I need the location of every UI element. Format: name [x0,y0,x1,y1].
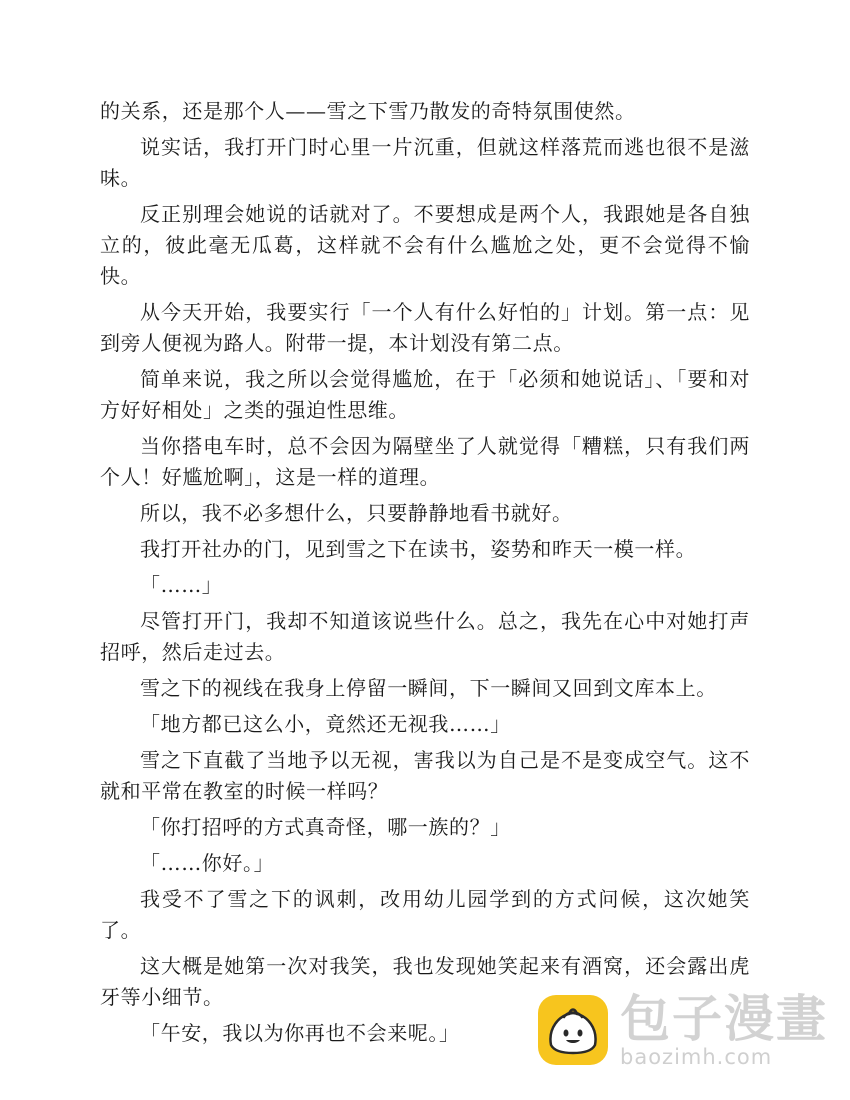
paragraph: 我打开社办的门，见到雪之下在读书，姿势和昨天一模一样。 [140,537,697,561]
paragraph: 我受不了雪之下的讽刺，改用幼儿园学到的方式问候，这次她笑了。 [100,887,750,942]
paragraph: 「地方都已这么小，竟然还无视我……」 [140,712,511,736]
paragraph: 雪之下的视线在我身上停留一瞬间，下一瞬间又回到文库本上。 [140,676,717,700]
paragraph: 简单来说，我之所以会觉得尴尬，在于「必须和她说话」、「要和对方好好相处」之类的强迫性思维。 [100,367,750,422]
watermark-title: 包子漫畫 [620,990,828,1048]
watermark[interactable] [536,990,828,1071]
paragraph: 从今天开始，我要实行「一个人有什么好怕的」计划。第一点：见到旁人便视为路人。附带一提，本计划没有第二点。 [100,300,750,355]
paragraph: 雪之下直截了当地予以无视，害我以为自己是不是变成空气。这不就和平常在教室的时候一样吗？ [100,748,750,803]
paragraph: 「你打招呼的方式真奇怪，哪一族的？」 [140,815,511,839]
paragraph: 说实话，我打开门时心里一片沉重，但就这样落荒而逃也很不是滋味。 [100,135,750,190]
paragraph: 「午安，我以为你再也不会来呢。」 [140,1021,460,1045]
paragraph: 「……你好。」 [140,851,275,875]
paragraph: 当你搭电车时，总不会因为隔壁坐了人就觉得「糟糕，只有我们两个人！好尴尬啊」，这是一样的道理。 [100,434,750,489]
paragraph: 反正别理会她说的话就对了。不要想成是两个人，我跟她是各自独立的，彼此毫无瓜葛，这样就不会有什么尴尬之处，更不会觉得不愉快。 [100,202,750,288]
paragraph: 的关系，还是那个人——雪之下雪乃散发的奇特氛围使然。 [100,99,636,123]
watermark-url[interactable]: baozimh.com [620,1045,773,1069]
paragraph: 这大概是她第一次对我笑，我也发现她笑起来有酒窝，还会露出虎牙等小细节。 [100,954,750,1009]
page-body [100,96,750,1054]
bun-mascot-icon [536,993,610,1067]
paragraph: 「……」 [140,573,223,597]
paragraph: 所以，我不必多想什么，只要静静地看书就好。 [140,501,573,525]
paragraph: 尽管打开门，我却不知道该说些什么。总之，我先在心中对她打声招呼，然后走过去。 [100,609,750,664]
